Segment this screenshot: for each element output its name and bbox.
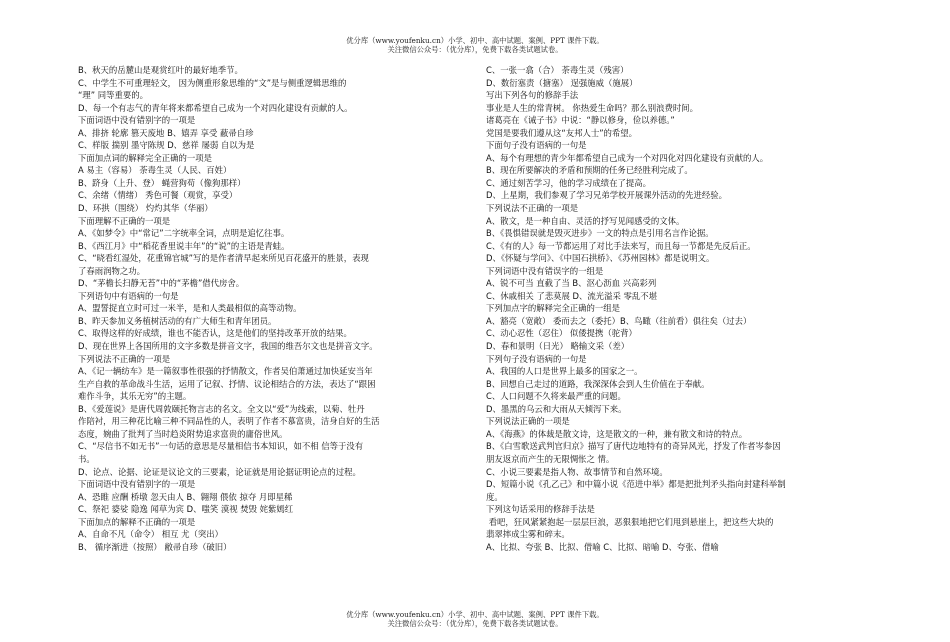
- text-line: C、中学生不可重理轻文， 因为侧重形象思维的“文”是与侧重逻辑思维的: [78, 77, 347, 88]
- text-line: A、《记一辆纺车》是一篇叙事性很强的抒情散文，作者吴伯萧通过加快延安当年: [78, 366, 373, 377]
- text-line: 下列语句中有语病的一句是: [78, 290, 179, 301]
- text-line: A、比拟、夸张 B、比拟、借喻 C、比拟、暗喻 D、夸张、借喻: [486, 541, 719, 552]
- text-line: B、秋天的岳麓山是观赏红叶的最好地季节。: [78, 65, 243, 75]
- text-line: 下列这句话采用的修辞手法是: [486, 504, 595, 515]
- text-line: 事业是人生的常青树。 你热爱生命吗？那么别浪费时间。: [486, 102, 699, 113]
- text-line: 写出下列各句的修辞手法: [486, 90, 579, 101]
- text-line: C、余绪（情绪） 秀色可餐（观赏，享受）: [78, 190, 238, 201]
- text-line: A、恐睢 应酬 桥墩 忽天由人 B、翱翔 偎依 掠夺 月即星稀: [78, 491, 293, 502]
- text-line: A、散文，是一种自由、灵活的抒写见闻感受的文体。: [486, 215, 685, 226]
- text-line: A、《如梦令》中“常记”二字统率全词，点明是追忆往事。: [78, 228, 290, 239]
- text-line: 下面加点词的解释完全正确的一项是: [78, 152, 212, 163]
- text-line: A、排挤 轮廓 篡天废地 B、嬉弄 享受 蔽帚自珍: [78, 127, 254, 138]
- text-line: 下列加点字的解释完全正确的一组是: [486, 303, 620, 314]
- text-line: D、上星期，我们参观了学习兄弟学校开展课外活动的先进经验。: [486, 190, 727, 201]
- text-line: 诸葛亮在《诫子书》中说：“静以修身，俭以养德。”: [486, 115, 675, 126]
- text-line: D、“茅檐长扫静无苔”中的“茅檐”借代房舍。: [78, 278, 245, 289]
- text-line: D、春和景明（日光） 略输文采（差）: [486, 341, 630, 352]
- text-line: C、“尽信书不如无书”一句话的意思是尽量相信书本知识，如不相 信等于没有: [78, 441, 364, 452]
- text-line: C、动心忍性（忍住） 似倭提携（驼背）: [486, 328, 637, 339]
- text-line: D、短篇小说《孔乙己》和中篇小说《范进中举》都是把批判矛头指向封建科举制: [486, 479, 786, 490]
- text-line: D、墨黑的乌云和大雨从天倾泻下来。: [486, 403, 627, 414]
- footer-line-2: 关注微信公众号：（优分库），免费下载各类试题试卷。: [387, 619, 563, 629]
- text-line: B、《爱莲说》是唐代周敦颐托物言志的名文。全文以“爱”为线索，以菊、牡丹: [78, 403, 365, 414]
- text-line: B、回想自己走过的道路，我深深体会到人生价值在于奉献。: [486, 378, 710, 389]
- page-footer: [0, 610, 950, 628]
- text-line: A、我国的人口是世界上最多的国家之一。: [486, 366, 643, 377]
- text-line: 下列说法不正确的一项是: [78, 353, 171, 364]
- text-line: A、每个有理想的青少年都希望自己成为一个对四化对四化建设有贡献的人。: [486, 152, 769, 163]
- text-line: B、《白雪歌送武判官归京》描写了唐代边地特有的奇异风光，抒发了作者岑参因: [486, 441, 781, 452]
- text-line: C、“晓看红湿处，花重锦官城”写的是作者清早起来所见百花盛开的胜景，表现: [78, 253, 369, 264]
- text-line: 态度，婉曲了批判了当时趋炎附势追求富贵的庸俗世风。: [78, 428, 288, 439]
- right-column: [486, 64, 864, 553]
- text-line: A、《海燕》的体裁是散文诗，这是散文的一种，兼有散文和诗的特点。: [486, 428, 748, 439]
- text-line: 翡翠摔成尘雾和碎末。: [486, 529, 570, 540]
- text-line: A、豁亮（宽敞） 委而去之（委托）B、鸟瞰（往前看）俱往矣（过去）: [486, 315, 752, 326]
- footer-line-1: 优分库（www.youfenku.cn）小学、初中、高中试题、案例、PPT 课件下载。: [346, 610, 604, 619]
- text-line: C、祭祀 婆娑 隐逸 闻草为宾 D、嗤笑 漠视 焚毁 姹紫嫣红: [78, 504, 294, 515]
- text-line: 书。: [78, 453, 95, 464]
- text-line: 度。: [486, 491, 503, 502]
- text-line: C、小说三要素是指人物、故事情节和自然环境。: [486, 466, 668, 477]
- text-line: 下列句子没有语病的一句是: [486, 353, 587, 364]
- text-line: 难作斗争，其乐无穷”的主题。: [78, 391, 192, 402]
- text-line: C、取得这样的好成绩，谁也不能否认，这是他们的坚持改革开放的结果。: [78, 328, 352, 339]
- text-line: B、《畏惧错误就是毁灭进步》一文的特点是引用名言作论据。: [486, 228, 714, 239]
- text-line: D、数衍塞责（搪塞） 逞强施威（施展）: [486, 77, 638, 88]
- text-line: B、昨天参加义务植树活动的有广大师生和青年团员。: [78, 315, 277, 326]
- text-line: B、跻身（上升、登） 蝇营狗苟（像狗那样）: [78, 177, 246, 188]
- text-line: 党国是要我们遵从这“友邦人士”的希望。: [486, 127, 638, 138]
- text-line: D、每一个有志气的青年将来都希望自己成为一个对四化建设有贡献的人。: [78, 102, 353, 113]
- text-line: C、通过刻苦学习，他的学习成绩在了提高。: [486, 177, 651, 188]
- text-line: B、 循序渐进（按照） 敝帚自珍（破旧）: [78, 541, 232, 552]
- text-line: 看吧，狂风紧紧抱起一层层巨浪，恶狠狠地把它们甩到悬崖上，把这些大块的: [486, 516, 774, 527]
- text-line: 下面理解不正确的一项是: [78, 215, 171, 226]
- text-line: C、样版 揣别 墨守陈规 D、慈祥 屡弱 自以为是: [78, 140, 255, 151]
- text-line: 下列说法正确的一项是: [486, 416, 570, 427]
- text-line: 下面词语中没有错别字的一项是: [78, 115, 196, 126]
- text-line: B、《西江月》中“稻花香里说丰年”的“说”的主语是青蛙。: [78, 240, 290, 251]
- text-line: 了春雨润物之功。: [78, 265, 145, 276]
- text-line: A、锐不可当 直截了当 B、沤心沥血 兴高彩列: [486, 278, 657, 289]
- text-line: “理” 同等重要的。: [78, 90, 148, 101]
- text-line: A、盟誓捉直立时可过一米半，是和人类最相似的高等动物。: [78, 303, 302, 314]
- text-line: C、休戚相关 了悲莫展 D、流光溢采 零乱不堪: [486, 290, 658, 301]
- text-line: A、自命不凡（命令） 相互 尤（突出）: [78, 529, 224, 540]
- text-line: C、《有的人》每一节都运用了对比手法来写，而且每一节都是先反后正。: [486, 240, 756, 251]
- text-line: 下列说法不正确的一项是: [486, 203, 579, 214]
- text-line: D、《怀疑与学问》、《中国石拱桥》、《苏州园林》都是说明文。: [486, 253, 715, 264]
- text-line: C、一张一翕（合） 荼毒生灵（残害）: [486, 65, 629, 75]
- header-line-2: 关注微信公众号：（优分库），免费下载各类试题试卷。: [387, 45, 563, 55]
- page-header: [0, 36, 950, 54]
- text-line: 下面加点的解释不正确的一项是: [78, 516, 196, 527]
- text-line: 朋友返京而产生的无限惆怅之 情。: [486, 453, 615, 464]
- text-line: 下面词语中没有错别字的一项是: [78, 479, 196, 490]
- text-line: 生产自救的革命战斗生活，运用了记叙、抒情、议论相结合的方法，表达了“跟困: [78, 378, 376, 389]
- text-line: 作陪衬，用三种花比喻三种不同品性的人，表明了作者不慕富贵，洁身自好的生活: [78, 416, 380, 427]
- text-line: A 易主（容易） 荼毒生灵（人民、百姓）: [78, 165, 232, 176]
- text-line: D、现在世界上各国所用的文字多数是拼音文字，我国的维吾尔文也是拼音文字。: [78, 341, 378, 352]
- text-line: B、现在所要解决的矛盾和预期的任务已经胜利完成了。: [486, 165, 693, 176]
- text-line: C、人口问题不久将来最严重的问题。: [486, 391, 626, 402]
- text-line: 下列词语中没有错误字的一组是: [486, 265, 604, 276]
- header-line-1: 优分库（www.youfenku.cn）小学、初中、高中试题、案例、PPT 课件下载。: [346, 36, 604, 45]
- text-line: D、论点、论据、论证是议论文的三要素，论证就是用论据证明论点的过程。: [78, 466, 361, 477]
- left-column: [78, 64, 450, 553]
- text-line: 下面句子没有语病的一句是: [486, 140, 587, 151]
- text-line: D、环拱（围绕） 灼灼其华（华丽）: [78, 203, 213, 214]
